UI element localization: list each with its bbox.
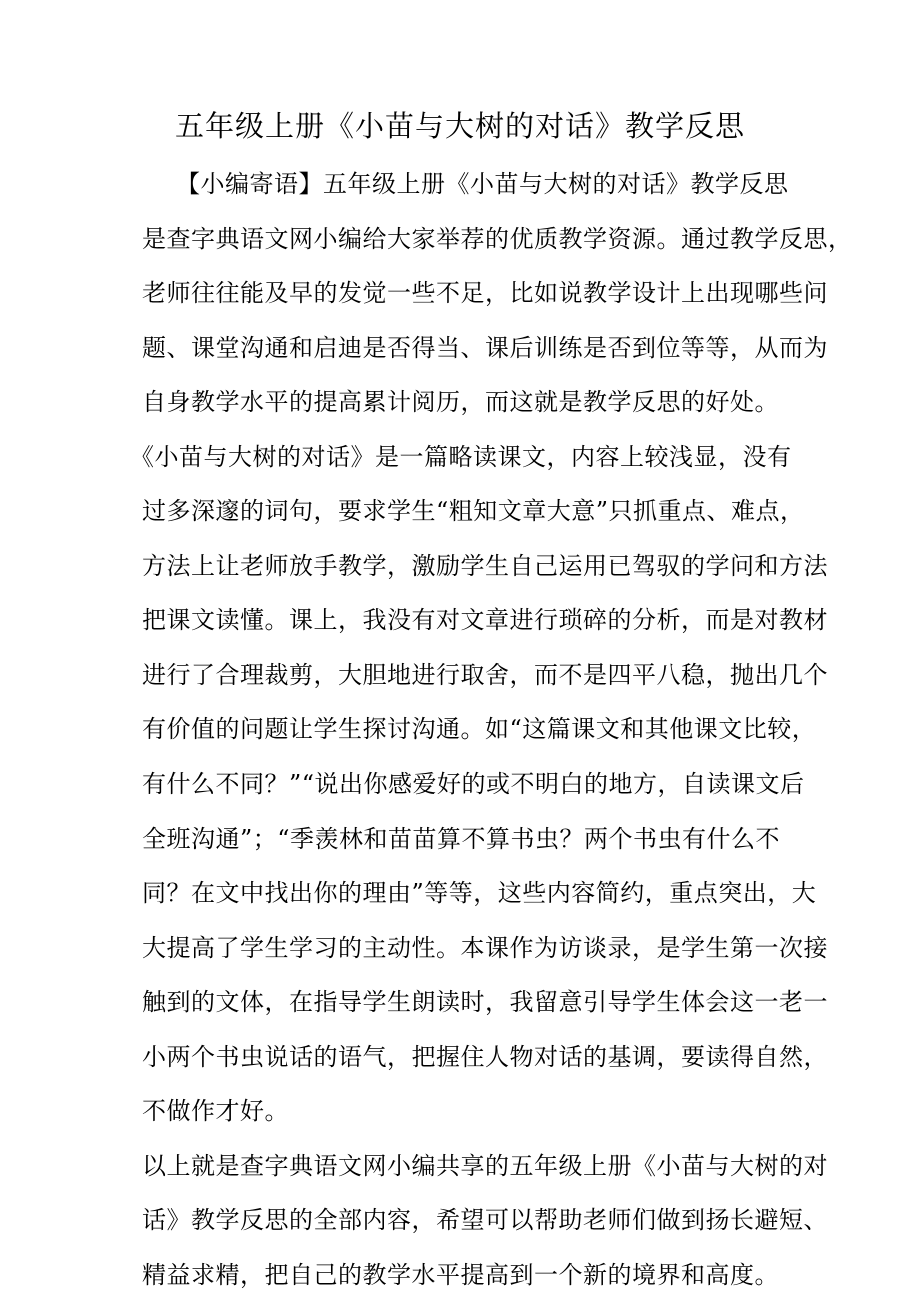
document-title: 五年级上册《小苗与大树的对话》教学反思 (174, 109, 745, 143)
text-line: 是查字典语文网小编给大家举荐的优质教学资源。通过教学反思， (142, 224, 853, 253)
text-line: 《小苗与大树的对话》是一篇略读课文，内容上较浅显，没有 (130, 442, 792, 471)
text-line: 题、课堂沟通和启迪是否得当、课后训练是否到位等等，从而为 (142, 333, 828, 362)
text-line: 有什么不同？”“说出你感爱好的或不明白的地方，自读课文后 (142, 770, 805, 799)
text-line: 有价值的问题让学生探讨沟通。如“这篇课文和其他课文比较， (142, 715, 817, 744)
text-line: 全班沟通”；“季羡林和苗苗算不算书虫？两个书虫有什么不 (142, 824, 781, 853)
text-line: 同？在文中找出你的理由”等等，这些内容简约，重点突出，大 (142, 879, 817, 908)
text-line: 小两个书虫说话的语气，把握住人物对话的基调，要读得自然， (142, 1042, 828, 1071)
text-line: 精益求精，把自己的教学水平提高到一个新的境界和高度。 (142, 1260, 779, 1289)
text-line: 大提高了学生学习的主动性。本课作为访谈录，是学生第一次接 (142, 933, 828, 962)
text-line: 话》教学反思的全部内容，希望可以帮助老师们做到扬长避短、 (142, 1206, 828, 1235)
text-line: 【小编寄语】五年级上册《小苗与大树的对话》教学反思 (176, 170, 789, 198)
text-line: 方法上让老师放手教学，激励学生自己运用已驾驭的学问和方法 (142, 551, 828, 580)
text-line: 触到的文体，在指导学生朗读时，我留意引导学生体会这一老一 (142, 988, 828, 1017)
text-line: 自身教学水平的提高累计阅历，而这就是教学反思的好处。 (142, 388, 779, 417)
text-line: 老师往往能及早的发觉一些不足，比如说教学设计上出现哪些问 (142, 279, 828, 308)
text-line: 过多深邃的词句，要求学生“粗知文章大意”只抓重点、难点， (142, 497, 805, 526)
text-line: 进行了合理裁剪，大胆地进行取舍，而不是四平八稳，抛出几个 (142, 660, 828, 689)
text-line: 把课文读懂。课上，我没有对文章进行琐碎的分析，而是对教材 (142, 606, 828, 635)
text-line: 不做作才好。 (142, 1097, 289, 1126)
document-body (130, 157, 853, 1302)
text-line: 以上就是查字典语文网小编共享的五年级上册《小苗与大树的对 (142, 1151, 828, 1180)
